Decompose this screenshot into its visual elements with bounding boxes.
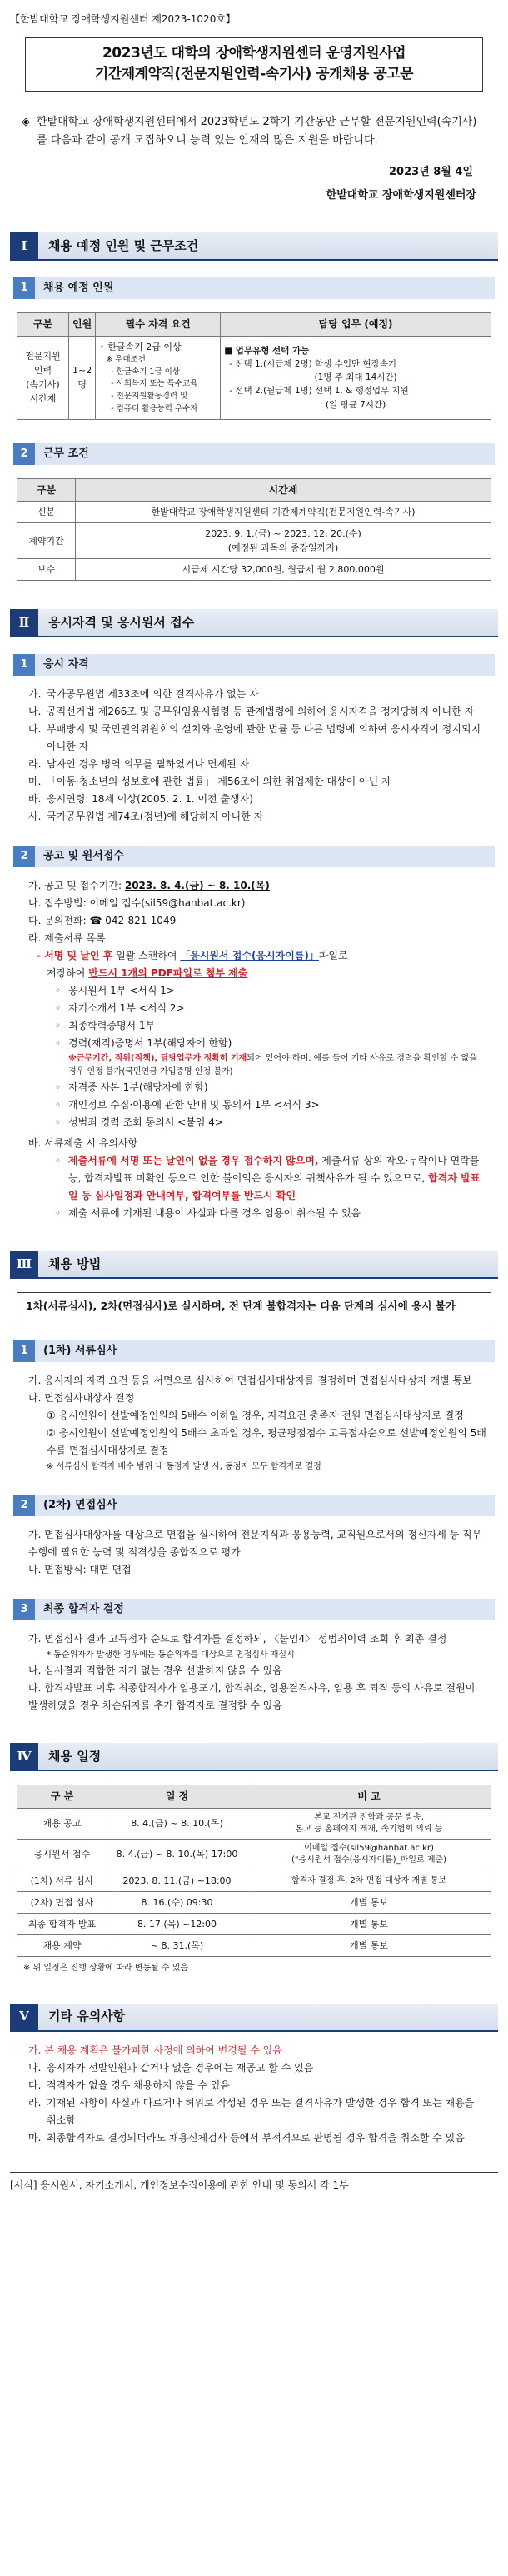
method-summary-box: 1차(서류심사), 2차(면접심사)로 실시하며, 전 단계 불합격자는 다음 단계의 심사에 응시 불가 <box>17 1292 491 1320</box>
subsection-number: 1 <box>13 654 35 676</box>
table-header: 시간제 <box>76 478 491 502</box>
table-row: 채용 공고 8. 4.(금) ~ 8. 10.(목) 본교 전기관 전학과 공문 발송, 본교 등 홈페이지 게재, 속기협회 의뢰 등 <box>17 1808 491 1839</box>
recruitment-table-wrap <box>17 312 491 419</box>
table-header: 담당 업무 (예정) <box>221 313 491 337</box>
screening-note: ※ 서류심사 합격자 배수 범위 내 동점자 발생 시, 동점자 모두 합격자로 결정 <box>47 1462 321 1472</box>
list-item: ② 응시인원이 선발예정인원의 5배수 초과일 경우, 평균평점점수 고득점자순으로 선발예정인원의 5배수를 면접심사대상자로 결정 <box>47 1427 486 1457</box>
list-item: 다. 부패방지 및 국민권익위원회의 설치와 운영에 관한 법률 등 다른 법령에 의하여 응시자격이 정지되지 아니한 자 <box>28 723 481 753</box>
attachments-footer: [서식] 응시원서, 자기소개서, 개인정보수집이용에 관한 안내 및 동의서 각 1부 <box>10 2172 498 2194</box>
count-cell: 1~2 명 <box>69 336 96 419</box>
list-item: 라. 기재된 사항이 사실과 다르거나 허위로 작성된 경우 또는 결격사유가 발생한 경우 합격 또는 채용을 취소함 <box>28 2096 475 2126</box>
documents-heading: 라. 제출서류 목록 <box>28 932 106 945</box>
list-item: ◦ 최종학력증명서 1부 <box>55 1020 156 1032</box>
section-3-header <box>10 1251 498 1279</box>
list-item: 다. 적격자가 없을 경우 채용하지 않을 수 있음 <box>28 2079 230 2091</box>
application-method: 나. 접수방법: 이메일 접수(sil59@hanbat.ac.kr) <box>28 897 246 910</box>
work-conditions-table-wrap <box>17 478 491 582</box>
list-item: 나. 심사결과 적합한 자가 없는 경우 선발하지 않을 수 있음 <box>28 1665 282 1677</box>
subsection-title: 근무 조건 <box>43 447 89 460</box>
section-2-number: Ⅱ <box>10 609 38 636</box>
list-item: 나. 면접심사대상자 결정 <box>28 1392 135 1405</box>
announce-date: 2023년 8월 4일 <box>389 166 473 179</box>
category-cell: 전문지원인력 (속기사) 시간제 <box>17 336 69 419</box>
section-5-number: Ⅴ <box>10 2004 38 2030</box>
list-item: ◦ 개인정보 수집·이용에 관한 안내 및 동의서 1부 <서식 3> <box>55 1099 320 1111</box>
section-3-number: Ⅲ <box>10 1251 38 1277</box>
subsection-3-2-header <box>13 1495 495 1516</box>
eligibility-list <box>28 686 486 826</box>
list-item: ◦ 제출 서류에 기재된 내용이 사실과 다를 경우 임용이 취소될 수 있음 <box>55 1207 361 1220</box>
section-4-number: Ⅳ <box>10 1743 38 1770</box>
list-item: ◦ 경력(재직)증명서 1부(해당자에 한함) <box>55 1037 232 1050</box>
list-item: ◦ 응시원서 1부 <서식 1> <box>55 985 175 997</box>
subsection-title: (2차) 면접심사 <box>43 1498 117 1511</box>
row-label: 보수 <box>17 559 76 581</box>
section-4-header <box>10 1743 498 1771</box>
signature-instruction-2: 저장하여 반드시 1개의 PDF파일로 첨부 제출 <box>47 967 248 980</box>
list-item: ◦ 자격증 사본 1부(해당자에 한함) <box>55 1081 208 1094</box>
list-item: ◦ 제출서류에 서명 또는 날인이 없을 경우 접수하지 않으며, 제출서류 상의 착오·누락이나 연락불능, 합격자발표 미확인 등으로 인한 불이익은 응시자의 귀책사유가 될 수 있으므로, 합격자 발표일 등 심사일정과 안내여부, 합격여부를 반드시 확인 <box>55 1155 481 1202</box>
document-number: 【한밭대학교 장애학생지원센터 제2023-1020호】 <box>10 13 236 25</box>
section-4-title: 채용 일정 <box>48 1748 102 1764</box>
title-line-2: 기간제계약직(전문지원인력-속기사) 공개채용 공고문 <box>94 66 414 83</box>
subsection-1-2-header <box>13 443 495 465</box>
subsection-number: 1 <box>13 1340 35 1362</box>
row-label: 신분 <box>17 502 76 523</box>
schedule-note: ※ 위 일정은 진행 상황에 따라 변동될 수 있음 <box>23 1964 189 1974</box>
table-header: 필수 자격 요건 <box>96 313 221 337</box>
subsection-2-2-header <box>13 846 495 867</box>
document-list <box>55 982 486 1131</box>
row-value: 2023. 9. 1.(금) ~ 2023. 12. 20.(수) (예정된 과목의 종강일까지) <box>76 523 491 559</box>
final-decision <box>28 1630 486 1715</box>
table-header: 일 정 <box>107 1785 247 1809</box>
list-item: 가. 면접심사 결과 고득점자 순으로 합격자를 결정하되, 〈붙임4〉 성범죄이력 조회 후 최종 결정 <box>28 1632 447 1645</box>
title-box <box>25 37 483 92</box>
subsection-title: (1차) 서류심사 <box>43 1345 117 1358</box>
list-item: 사. 국가공무원법 제74조(정년)에 해당하지 아니한 자 <box>28 811 264 823</box>
submission-notes-heading: 바. 서류제출 시 유의사항 <box>28 1137 138 1150</box>
table-row: (1차) 서류 심사 2023. 8. 11.(금) ~18:00 합격자 결정 후, 2차 면접 대상자 개별 통보 <box>17 1870 491 1891</box>
recruitment-table <box>17 312 491 419</box>
table-header: 비 고 <box>247 1785 491 1809</box>
duties-cell: ■ 업무유형 선택 가능 - 선택 1.(시급제 2명) 학생 수업만 현장속기 (1명 주 최대 14시간) - 선택 2.(월급제 1명) 선택 1. & 행정업무 지원 (일 평균 7시간) <box>221 336 491 419</box>
application-period: 가. 공고 및 접수기간: 2023. 8. 4.(금) ~ 8. 10.(목) <box>28 880 270 892</box>
table-header: 구분 <box>17 478 76 502</box>
other-notes <box>28 2042 486 2147</box>
list-item: 다. 합격자발표 이후 최종합격자가 임용포기, 합격취소, 임용결격사유, 임용 후 퇴직 등의 사유로 결원이 발생하였을 경우 차순위자를 추가 합격자로 결정할 수 있음 <box>28 1682 476 1712</box>
subsection-number: 2 <box>13 443 35 465</box>
section-5-header <box>10 2004 498 2032</box>
schedule-table <box>17 1785 491 1957</box>
list-item: 나. 공직선거법 제266조 및 공무원임용시험령 등 관계법령에 의하여 응시자격을 정지당하지 아니한 자 <box>28 706 475 718</box>
table-header: 구 분 <box>17 1785 107 1809</box>
section-2-header <box>10 609 498 637</box>
subsection-number: 2 <box>13 846 35 867</box>
row-value: 한밭대학교 장애학생지원센터 기간제계약직(전문지원인력-속기사) <box>76 502 491 523</box>
list-item: 마. 「아동·청소년의 성보호에 관한 법률」 제56조에 의한 취업제한 대상이 아닌 자 <box>28 776 391 788</box>
title-line-1: 2023년도 대학의 장애학생지원센터 운영지원사업 <box>102 44 406 62</box>
subsection-1-1-header <box>13 277 495 299</box>
list-item: ① 응시인원이 선발예정인원의 5배수 이하일 경우, 자격요건 충족자 전원 면접심사대상자로 결정 <box>47 1410 464 1422</box>
intro-paragraph <box>22 113 486 152</box>
subsection-number: 3 <box>13 1599 35 1620</box>
work-conditions-table <box>17 478 491 582</box>
row-label: 계약기간 <box>17 523 76 559</box>
section-3-title: 채용 방법 <box>48 1256 102 1271</box>
list-item: 가. 면접심사대상자를 대상으로 면접을 실시하여 전문지식과 응용능력, 교직원으로서의 정신자세 등 직무수행에 필요한 능력 및 적격성을 종합적으로 평가 <box>28 1528 482 1558</box>
section-1-header <box>10 232 498 261</box>
list-item: 가. 응시자의 자격 요건 등을 서면으로 심사하여 면접심사대상자를 결정하며 면접심사대상자 개별 통보 <box>28 1375 472 1387</box>
section-1-title: 채용 예정 인원 및 근무조건 <box>48 237 199 253</box>
list-item: 나. 응시자가 선발인원과 같거나 없을 경우에는 재공고 할 수 있음 <box>28 2061 314 2074</box>
diamond-icon: ◈ <box>22 115 30 128</box>
table-header: 인원 <box>69 313 96 337</box>
table-row: 응시원서 접수 8. 4.(금) ~ 8. 10.(목) 17:00 이메일 접수(sil59@hanbat.ac.kr) ("응시원서 접수(응시자이름)_파일로 제출) <box>17 1839 491 1870</box>
career-note: ※근무기간, 직위(직책), 담당업무가 정확히 기재되어 있어야 하며, 예를 들어 기타 사유로 경력을 확인할 수 없을 경우 인정 불가(국민연금 가입증명 인정 불가) <box>68 1054 477 1077</box>
list-item: 마. 최종합격자로 결정되더라도 채용신체검사 등에서 부적격으로 판명될 경우 합격을 취소할 수 있음 <box>28 2131 465 2144</box>
row-value: 시급제 시간당 32,000원, 월급제 월 2,800,000원 <box>76 559 491 581</box>
submission-notes <box>55 1152 486 1222</box>
intro-text: 한밭대학교 장애학생지원센터에서 2023학년도 2학기 기간동안 근무할 전문지원인력(속기사)를 다음과 같이 공개 모집하오니 능력 있는 인재의 많은 지원을 바랍니다. <box>37 115 477 147</box>
subsection-title: 응시 자격 <box>43 658 89 671</box>
list-item: 라. 남자인 경우 병역 의무를 필하였거나 면제된 자 <box>28 758 250 771</box>
subsection-number: 2 <box>13 1495 35 1516</box>
subsection-title: 공고 및 원서접수 <box>43 850 124 863</box>
list-item: 바. 응시연령: 18세 이상(2005. 2. 1. 이전 출생자) <box>28 793 253 806</box>
table-row: (2차) 면접 심사 8. 16.(수) 09:30 개별 통보 <box>17 1892 491 1914</box>
list-item: 나. 면접방식: 대면 면접 <box>28 1563 132 1575</box>
document-screening <box>28 1372 486 1475</box>
table-row: 최종 합격자 발표 8. 17.(목) ~12:00 개별 통보 <box>17 1914 491 1935</box>
signature-instruction: - 서명 및 날인 후 일괄 스캔하여 「응시원서 접수(응시자이름)」파일로 <box>37 950 348 962</box>
issuing-organization: 한밭대학교 장애학생지원센터장 <box>326 189 476 202</box>
subsection-title: 채용 예정 인원 <box>43 282 114 295</box>
subsection-3-3-header <box>13 1599 495 1620</box>
list-item: 가. 본 채용 계획은 불가피한 사정에 의하여 변경될 수 있음 <box>28 2044 282 2056</box>
application-info <box>28 877 486 1222</box>
table-row: 채용 계약 ~ 8. 31.(목) 개별 통보 <box>17 1935 491 1957</box>
subsection-title: 최종 합격자 결정 <box>43 1602 124 1615</box>
schedule-table-wrap <box>17 1785 491 1974</box>
section-2-title: 응시자격 및 응시원서 접수 <box>48 614 195 630</box>
list-item: ◦ 성범죄 경력 조회 동의서 <붙임 4> <box>55 1116 223 1129</box>
subsection-number: 1 <box>13 277 35 299</box>
requirements-cell: ◦ 한글속기 2급 이상 ※ 우대조건 - 한글속기 1급 이상 - 사회복지 또는 특수교육 - 전문지원활동경력 및 - 컴퓨터 활용능력 우수자 <box>96 336 221 419</box>
table-header: 구분 <box>17 313 69 337</box>
tie-note: * 동순위자가 발생한 경우에는 동순위자를 대상으로 면접심사 재실시 <box>47 1650 295 1660</box>
section-5-title: 기타 유의사항 <box>48 2009 126 2024</box>
list-item: ◦ 자기소개서 1부 <서식 2> <box>55 1002 185 1015</box>
list-item: 가. 국가공무원법 제33조에 의한 결격사유가 없는 자 <box>28 688 259 701</box>
section-1-number: Ⅰ <box>10 232 38 259</box>
interview-screening <box>28 1526 486 1579</box>
subsection-3-1-header <box>13 1340 495 1362</box>
contact-phone: 다. 문의전화: ☎ 042-821-1049 <box>28 915 177 927</box>
subsection-2-1-header <box>13 654 495 676</box>
